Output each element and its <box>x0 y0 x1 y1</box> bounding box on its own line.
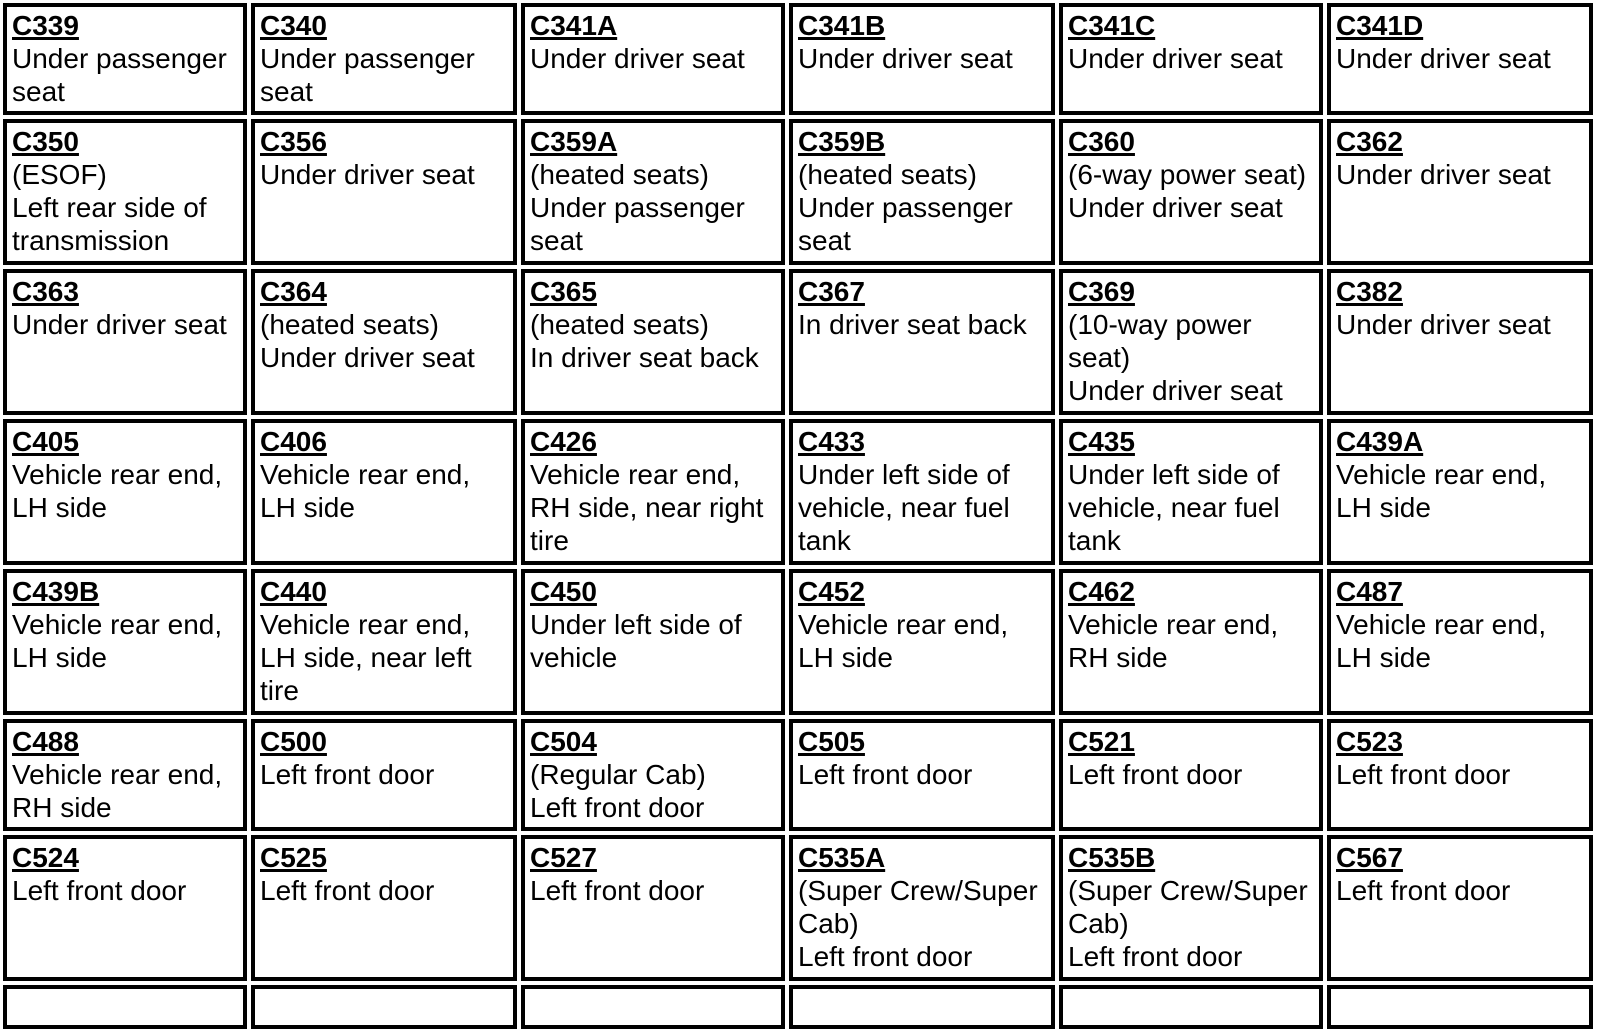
connector-code: C363 <box>12 276 79 307</box>
location-text: Vehicle rear end, <box>1336 459 1547 490</box>
location-text: LH side <box>12 642 107 673</box>
connector-code: C405 <box>12 426 79 457</box>
table-cell <box>789 3 1055 115</box>
connector-code: C360 <box>1068 126 1135 157</box>
connector-code: C505 <box>798 726 865 757</box>
table-cell <box>1059 119 1323 265</box>
location-text: Left front door <box>1068 759 1243 790</box>
connector-code: C365 <box>530 276 597 307</box>
location-text: (6-way power seat) <box>1068 159 1307 190</box>
location-text: (heated seats) <box>530 159 709 190</box>
connector-code: C504 <box>530 726 597 757</box>
location-text: Left front door <box>260 759 435 790</box>
table-cell <box>789 719 1055 831</box>
table-cell-partial <box>1327 985 1593 1029</box>
table-cell <box>789 269 1055 415</box>
location-text: Left front door <box>1336 759 1511 790</box>
table-cell <box>521 119 785 265</box>
table-cell <box>3 569 247 715</box>
connector-code: C350 <box>12 126 79 157</box>
location-text: LH side, near left <box>260 642 472 673</box>
table-cell-partial <box>1059 985 1323 1029</box>
location-text: (Regular Cab) <box>530 759 706 790</box>
location-text: Under driver seat <box>1068 192 1283 223</box>
table-cell-partial <box>251 985 517 1029</box>
location-text: Vehicle rear end, <box>260 609 471 640</box>
location-text: Under passenger <box>260 43 475 74</box>
connector-code: C523 <box>1336 726 1403 757</box>
location-text: Under driver seat <box>1336 159 1551 190</box>
connector-code: C406 <box>260 426 327 457</box>
connector-location-table <box>3 3 1597 1003</box>
location-text: RH side, near right <box>530 492 764 523</box>
connector-code: C488 <box>12 726 79 757</box>
connector-code: C450 <box>530 576 597 607</box>
location-text: LH side <box>798 642 893 673</box>
table-cell <box>521 419 785 565</box>
connector-code: C341C <box>1068 10 1156 41</box>
table-cell <box>789 569 1055 715</box>
connector-code: C524 <box>12 842 79 873</box>
table-cell <box>3 119 247 265</box>
connector-code: C341D <box>1336 10 1424 41</box>
connector-code: C359B <box>798 126 886 157</box>
location-text: seat) <box>1068 342 1131 373</box>
location-text: vehicle <box>530 642 618 673</box>
location-text: Vehicle rear end, <box>1068 609 1279 640</box>
location-text: Vehicle rear end, <box>260 459 471 490</box>
table-cell <box>521 569 785 715</box>
location-text: Vehicle rear end, <box>1336 609 1547 640</box>
location-text: LH side <box>1336 642 1431 673</box>
location-text: Vehicle rear end, <box>12 609 223 640</box>
connector-code: C487 <box>1336 576 1403 607</box>
location-text: RH side <box>12 792 112 823</box>
connector-code: C426 <box>530 426 597 457</box>
location-text: Left front door <box>1336 875 1511 906</box>
connector-code: C440 <box>260 576 327 607</box>
location-text: (Super Crew/Super <box>1068 875 1308 906</box>
location-text: vehicle, near fuel <box>798 492 1010 523</box>
location-text: Under driver seat <box>260 342 475 373</box>
table-cell-partial <box>789 985 1055 1029</box>
location-text: transmission <box>12 225 170 256</box>
table-cell <box>3 419 247 565</box>
location-text: Vehicle rear end, <box>12 759 223 790</box>
location-text: seat <box>260 76 313 107</box>
connector-code: C439A <box>1336 426 1424 457</box>
location-text: RH side <box>1068 642 1168 673</box>
location-text: tire <box>260 675 299 706</box>
location-text: LH side <box>260 492 355 523</box>
location-text: Under driver seat <box>1336 309 1551 340</box>
table-cell <box>251 835 517 981</box>
location-text: Under left side of <box>530 609 742 640</box>
location-text: Left front door <box>260 875 435 906</box>
connector-code: C369 <box>1068 276 1135 307</box>
connector-code: C567 <box>1336 842 1403 873</box>
location-text: (heated seats) <box>260 309 439 340</box>
location-text: Cab) <box>1068 908 1129 939</box>
table-cell <box>1327 719 1593 831</box>
table-cell <box>3 269 247 415</box>
table-cell <box>1059 3 1323 115</box>
connector-code: C433 <box>798 426 865 457</box>
location-text: tank <box>1068 525 1121 556</box>
table-cell <box>251 719 517 831</box>
location-text: (heated seats) <box>530 309 709 340</box>
location-text: Cab) <box>798 908 859 939</box>
location-text: Under driver seat <box>12 309 227 340</box>
location-text: (ESOF) <box>12 159 107 190</box>
location-text: Left front door <box>12 875 187 906</box>
table-cell-partial <box>521 985 785 1029</box>
connector-code: C527 <box>530 842 597 873</box>
location-text: Under driver seat <box>798 43 1013 74</box>
location-text: tire <box>530 525 569 556</box>
location-text: Under passenger <box>12 43 227 74</box>
connector-code: C339 <box>12 10 79 41</box>
location-text: seat <box>530 225 583 256</box>
location-text: Under driver seat <box>260 159 475 190</box>
connector-code: C535B <box>1068 842 1156 873</box>
location-text: Left rear side of <box>12 192 207 223</box>
table-cell <box>1327 3 1593 115</box>
table-cell <box>1327 569 1593 715</box>
connector-code: C521 <box>1068 726 1135 757</box>
table-cell <box>251 3 517 115</box>
connector-code: C356 <box>260 126 327 157</box>
location-text: vehicle, near fuel <box>1068 492 1280 523</box>
table-cell <box>251 269 517 415</box>
location-text: Left front door <box>530 792 705 823</box>
table-cell <box>251 119 517 265</box>
location-text: (10-way power <box>1068 309 1252 340</box>
location-text: seat <box>12 76 65 107</box>
table-cell <box>789 835 1055 981</box>
location-text: In driver seat back <box>530 342 759 373</box>
location-text: Left front door <box>798 941 973 972</box>
table-cell <box>3 3 247 115</box>
location-text: Vehicle rear end, <box>530 459 741 490</box>
connector-code: C439B <box>12 576 100 607</box>
table-cell <box>3 835 247 981</box>
table-cell <box>1059 719 1323 831</box>
location-text: Under driver seat <box>1068 43 1283 74</box>
table-cell <box>1327 119 1593 265</box>
table-cell-partial <box>3 985 247 1029</box>
connector-code: C364 <box>260 276 327 307</box>
location-text: Under left side of <box>1068 459 1280 490</box>
location-text: Vehicle rear end, <box>798 609 1009 640</box>
location-text: (Super Crew/Super <box>798 875 1038 906</box>
table-cell <box>521 269 785 415</box>
location-text: seat <box>798 225 851 256</box>
location-text: Left front door <box>1068 941 1243 972</box>
table-cell <box>789 419 1055 565</box>
table-cell <box>251 569 517 715</box>
location-text: Under driver seat <box>530 43 745 74</box>
connector-code: C341A <box>530 10 618 41</box>
location-text: Left front door <box>530 875 705 906</box>
connector-code: C382 <box>1336 276 1403 307</box>
location-text: LH side <box>12 492 107 523</box>
connector-code: C359A <box>530 126 618 157</box>
connector-code: C367 <box>798 276 865 307</box>
table-cell <box>1059 269 1323 415</box>
location-text: Under passenger <box>530 192 745 223</box>
location-text: Vehicle rear end, <box>12 459 223 490</box>
table-cell <box>521 3 785 115</box>
connector-code: C500 <box>260 726 327 757</box>
connector-code: C452 <box>798 576 865 607</box>
location-text: Under driver seat <box>1068 375 1283 406</box>
connector-code: C340 <box>260 10 327 41</box>
location-text: LH side <box>1336 492 1431 523</box>
table-cell <box>521 719 785 831</box>
connector-code: C462 <box>1068 576 1135 607</box>
table-cell <box>3 719 247 831</box>
table-cell <box>1327 835 1593 981</box>
table-cell <box>1327 419 1593 565</box>
table-cell <box>1327 269 1593 415</box>
connector-code: C525 <box>260 842 327 873</box>
connector-code: C535A <box>798 842 886 873</box>
location-text: Under driver seat <box>1336 43 1551 74</box>
connector-code: C341B <box>798 10 886 41</box>
table-cell <box>1059 835 1323 981</box>
location-text: (heated seats) <box>798 159 977 190</box>
location-text: Left front door <box>798 759 973 790</box>
location-text: Under left side of <box>798 459 1010 490</box>
table-cell <box>1059 569 1323 715</box>
table-cell <box>1059 419 1323 565</box>
table-cell <box>521 835 785 981</box>
connector-code: C362 <box>1336 126 1403 157</box>
location-text: Under passenger <box>798 192 1013 223</box>
connector-code: C435 <box>1068 426 1135 457</box>
location-text: tank <box>798 525 851 556</box>
table-cell <box>251 419 517 565</box>
location-text: In driver seat back <box>798 309 1027 340</box>
table-cell <box>789 119 1055 265</box>
